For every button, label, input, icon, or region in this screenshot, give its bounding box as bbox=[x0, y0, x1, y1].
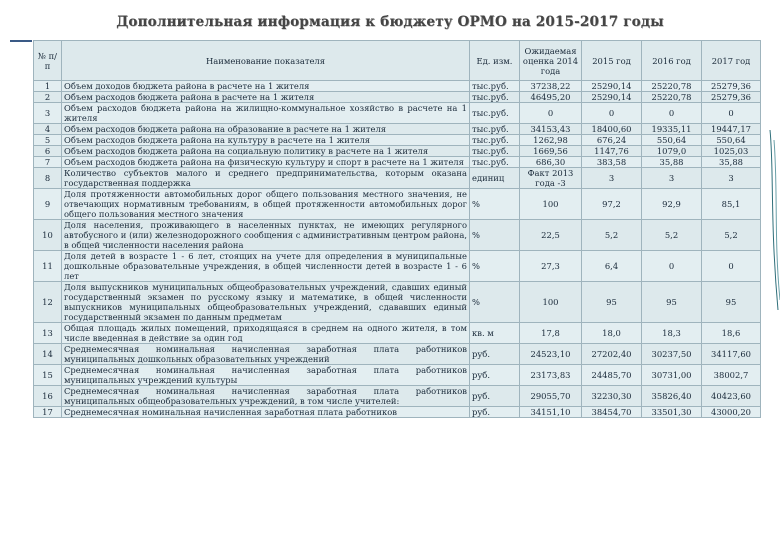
cell-name: Доля выпускников муниципальных общеобразовательных учреждений, сдавших единый государственный экзамен по русскому языку и математике, в общей численности выпускников муниципальных общеобразовательных учреждений, сдававших единый государственный экзамен по данным предметам bbox=[62, 282, 470, 323]
cell-y2016: 25220,78 bbox=[642, 81, 702, 92]
cell-y2017: 0 bbox=[702, 251, 761, 282]
cell-expected: 27,3 bbox=[520, 251, 582, 282]
header-2016: 2016 год bbox=[642, 41, 702, 81]
cell-expected: 34153,43 bbox=[520, 124, 582, 135]
cell-unit: тыс.руб. bbox=[470, 146, 520, 157]
cell-y2015: 32230,30 bbox=[582, 386, 642, 407]
cell-num: 16 bbox=[34, 386, 62, 407]
cell-expected: 100 bbox=[520, 282, 582, 323]
cell-unit: тыс.руб. bbox=[470, 124, 520, 135]
cell-unit: тыс.руб. bbox=[470, 135, 520, 146]
budget-table bbox=[33, 40, 761, 418]
cell-y2015: 27202,40 bbox=[582, 344, 642, 365]
table-row bbox=[34, 251, 761, 282]
cell-unit: единиц bbox=[470, 168, 520, 189]
header-name: Наименование показателя bbox=[62, 41, 470, 81]
table-row bbox=[34, 135, 761, 146]
cell-y2017: 1025,03 bbox=[702, 146, 761, 157]
cell-y2017: 85,1 bbox=[702, 189, 761, 220]
cell-unit: % bbox=[470, 220, 520, 251]
cell-y2016: 5,2 bbox=[642, 220, 702, 251]
table-row bbox=[34, 282, 761, 323]
cell-num: 5 bbox=[34, 135, 62, 146]
cell-unit: % bbox=[470, 251, 520, 282]
cell-y2016: 95 bbox=[642, 282, 702, 323]
cell-y2017: 38002,7 bbox=[702, 365, 761, 386]
cell-y2015: 18400,60 bbox=[582, 124, 642, 135]
cell-num: 13 bbox=[34, 323, 62, 344]
cell-name: Количество субъектов малого и среднего предпринимательства, которым оказана государственная поддержка bbox=[62, 168, 470, 189]
cell-y2016: 35,88 bbox=[642, 157, 702, 168]
cell-name: Объем расходов бюджета района на физическую культуру и спорт в расчете на 1 жителя bbox=[62, 157, 470, 168]
header-expected: Ожидаемая оценка 2014 года bbox=[520, 41, 582, 81]
cell-y2017: 19447,17 bbox=[702, 124, 761, 135]
table-row bbox=[34, 81, 761, 92]
cell-y2016: 18,3 bbox=[642, 323, 702, 344]
cell-expected: 0 bbox=[520, 103, 582, 124]
cell-unit: % bbox=[470, 282, 520, 323]
cell-unit: руб. bbox=[470, 386, 520, 407]
cell-name: Доля населения, проживающего в населенных пунктах, не имеющих регулярного автобусного и (или) железнодорожного сообщения с административным центром района, в общей численности населения района bbox=[62, 220, 470, 251]
cell-name: Объем расходов бюджета района на жилищно-коммунальное хозяйство в расчете на 1 жителя bbox=[62, 103, 470, 124]
cell-y2015: 1147,76 bbox=[582, 146, 642, 157]
cell-y2017: 550,64 bbox=[702, 135, 761, 146]
cell-y2017: 35,88 bbox=[702, 157, 761, 168]
table-row bbox=[34, 124, 761, 135]
cell-y2015: 6,4 bbox=[582, 251, 642, 282]
cell-expected: 23173,83 bbox=[520, 365, 582, 386]
cell-num: 1 bbox=[34, 81, 62, 92]
cell-expected: 37238,22 bbox=[520, 81, 582, 92]
cell-y2017: 25279,36 bbox=[702, 81, 761, 92]
cell-y2016: 0 bbox=[642, 103, 702, 124]
table-row bbox=[34, 386, 761, 407]
cell-unit: тыс.руб. bbox=[470, 92, 520, 103]
cell-num: 7 bbox=[34, 157, 62, 168]
cell-y2015: 25290,14 bbox=[582, 81, 642, 92]
cell-unit: тыс.руб. bbox=[470, 103, 520, 124]
cell-expected: 46495,20 bbox=[520, 92, 582, 103]
cell-name: Доля детей в возрасте 1 - 6 лет, стоящих на учете для определения в муниципальные дошкольные образовательные учреждения, в общей численности детей в возрасте 1 - 6 лет bbox=[62, 251, 470, 282]
cell-y2015: 5,2 bbox=[582, 220, 642, 251]
cell-y2016: 35826,40 bbox=[642, 386, 702, 407]
cell-num: 15 bbox=[34, 365, 62, 386]
cell-y2016: 25220,78 bbox=[642, 92, 702, 103]
table-row bbox=[34, 365, 761, 386]
header-num: № п/п bbox=[34, 41, 62, 81]
cell-y2016: 550,64 bbox=[642, 135, 702, 146]
cell-y2015: 24485,70 bbox=[582, 365, 642, 386]
cell-unit: кв. м bbox=[470, 323, 520, 344]
cell-num: 3 bbox=[34, 103, 62, 124]
cell-y2016: 30237,50 bbox=[642, 344, 702, 365]
cell-name: Среднемесячная номинальная начисленная заработная плата работников муниципальных общеобразовательных учреждений, в том числе учителей: bbox=[62, 386, 470, 407]
cell-y2017: 34117,60 bbox=[702, 344, 761, 365]
cell-y2015: 0 bbox=[582, 103, 642, 124]
cell-y2016: 0 bbox=[642, 251, 702, 282]
table-row bbox=[34, 407, 761, 418]
cell-unit: руб. bbox=[470, 365, 520, 386]
cell-name: Объем расходов бюджета района на социальную политику в расчете на 1 жителя bbox=[62, 146, 470, 157]
cell-y2017: 95 bbox=[702, 282, 761, 323]
cell-y2016: 19335,11 bbox=[642, 124, 702, 135]
cell-expected: 24523,10 bbox=[520, 344, 582, 365]
cell-unit: % bbox=[470, 189, 520, 220]
cell-name: Среднемесячная номинальная начисленная заработная плата работников муниципальных дошкольных образовательных учреждений bbox=[62, 344, 470, 365]
cell-num: 12 bbox=[34, 282, 62, 323]
cell-expected: 34151,10 bbox=[520, 407, 582, 418]
cell-y2017: 18,6 bbox=[702, 323, 761, 344]
cell-expected: 100 bbox=[520, 189, 582, 220]
header-2015: 2015 год bbox=[582, 41, 642, 81]
table-row bbox=[34, 168, 761, 189]
cell-num: 4 bbox=[34, 124, 62, 135]
table-row bbox=[34, 220, 761, 251]
cell-y2015: 383,58 bbox=[582, 157, 642, 168]
table-row bbox=[34, 146, 761, 157]
cell-y2017: 3 bbox=[702, 168, 761, 189]
cell-name: Объем расходов бюджета района в расчете на 1 жителя bbox=[62, 92, 470, 103]
cell-y2016: 1079,0 bbox=[642, 146, 702, 157]
table-row bbox=[34, 344, 761, 365]
cell-expected: 22,5 bbox=[520, 220, 582, 251]
cell-y2017: 0 bbox=[702, 103, 761, 124]
cell-expected: Факт 2013 года -3 bbox=[520, 168, 582, 189]
header-2017: 2017 год bbox=[702, 41, 761, 81]
table-row bbox=[34, 92, 761, 103]
cell-expected: 17,8 bbox=[520, 323, 582, 344]
cell-y2016: 92,9 bbox=[642, 189, 702, 220]
cell-y2015: 676,24 bbox=[582, 135, 642, 146]
cell-expected: 29055,70 bbox=[520, 386, 582, 407]
cell-y2015: 18,0 bbox=[582, 323, 642, 344]
cell-expected: 1262,98 bbox=[520, 135, 582, 146]
cell-num: 8 bbox=[34, 168, 62, 189]
cell-expected: 1669,56 bbox=[520, 146, 582, 157]
cell-num: 14 bbox=[34, 344, 62, 365]
cell-unit: тыс.руб. bbox=[470, 81, 520, 92]
cell-num: 17 bbox=[34, 407, 62, 418]
cell-num: 2 bbox=[34, 92, 62, 103]
table-header-row bbox=[34, 41, 761, 81]
table-row bbox=[34, 189, 761, 220]
cell-y2016: 30731,00 bbox=[642, 365, 702, 386]
cell-name: Доля протяженности автомобильных дорог общего пользования местного значения, не отвечающих нормативным требованиям, в общей протяженности автомобильных дорог общего пользования местного значения bbox=[62, 189, 470, 220]
cell-name: Объем доходов бюджета района в расчете на 1 жителя bbox=[62, 81, 470, 92]
cell-y2017: 5,2 bbox=[702, 220, 761, 251]
cell-num: 6 bbox=[34, 146, 62, 157]
table-row bbox=[34, 103, 761, 124]
cell-y2017: 25279,36 bbox=[702, 92, 761, 103]
cell-y2015: 25290,14 bbox=[582, 92, 642, 103]
cell-y2015: 3 bbox=[582, 168, 642, 189]
cell-y2017: 43000,20 bbox=[702, 407, 761, 418]
cell-name: Среднемесячная номинальная начисленная заработная плата работников муниципальных учреждений культуры bbox=[62, 365, 470, 386]
cell-expected: 686,30 bbox=[520, 157, 582, 168]
cell-name: Среднемесячная номинальная начисленная заработная плата работников bbox=[62, 407, 470, 418]
cell-y2016: 33501,30 bbox=[642, 407, 702, 418]
cell-name: Объем расходов бюджета района на культуру в расчете на 1 жителя bbox=[62, 135, 470, 146]
cell-unit: тыс.руб. bbox=[470, 157, 520, 168]
cell-unit: руб. bbox=[470, 407, 520, 418]
cell-y2017: 40423,60 bbox=[702, 386, 761, 407]
cell-y2015: 97,2 bbox=[582, 189, 642, 220]
table-row bbox=[34, 157, 761, 168]
cell-y2015: 95 bbox=[582, 282, 642, 323]
cell-name: Объем расходов бюджета района на образование в расчете на 1 жителя bbox=[62, 124, 470, 135]
header-unit: Ед. изм. bbox=[470, 41, 520, 81]
cell-y2015: 38454,70 bbox=[582, 407, 642, 418]
cell-y2016: 3 bbox=[642, 168, 702, 189]
page-title: Дополнительная информация к бюджету ОРМО на 2015-2017 годы bbox=[116, 14, 664, 30]
cell-num: 9 bbox=[34, 189, 62, 220]
cell-name: Общая площадь жилых помещений, приходящаяся в среднем на одного жителя, в том числе введенная в действие за один год bbox=[62, 323, 470, 344]
cell-num: 10 bbox=[34, 220, 62, 251]
table-row bbox=[34, 323, 761, 344]
decorative-line bbox=[10, 40, 32, 42]
cell-num: 11 bbox=[34, 251, 62, 282]
cell-unit: руб. bbox=[470, 344, 520, 365]
